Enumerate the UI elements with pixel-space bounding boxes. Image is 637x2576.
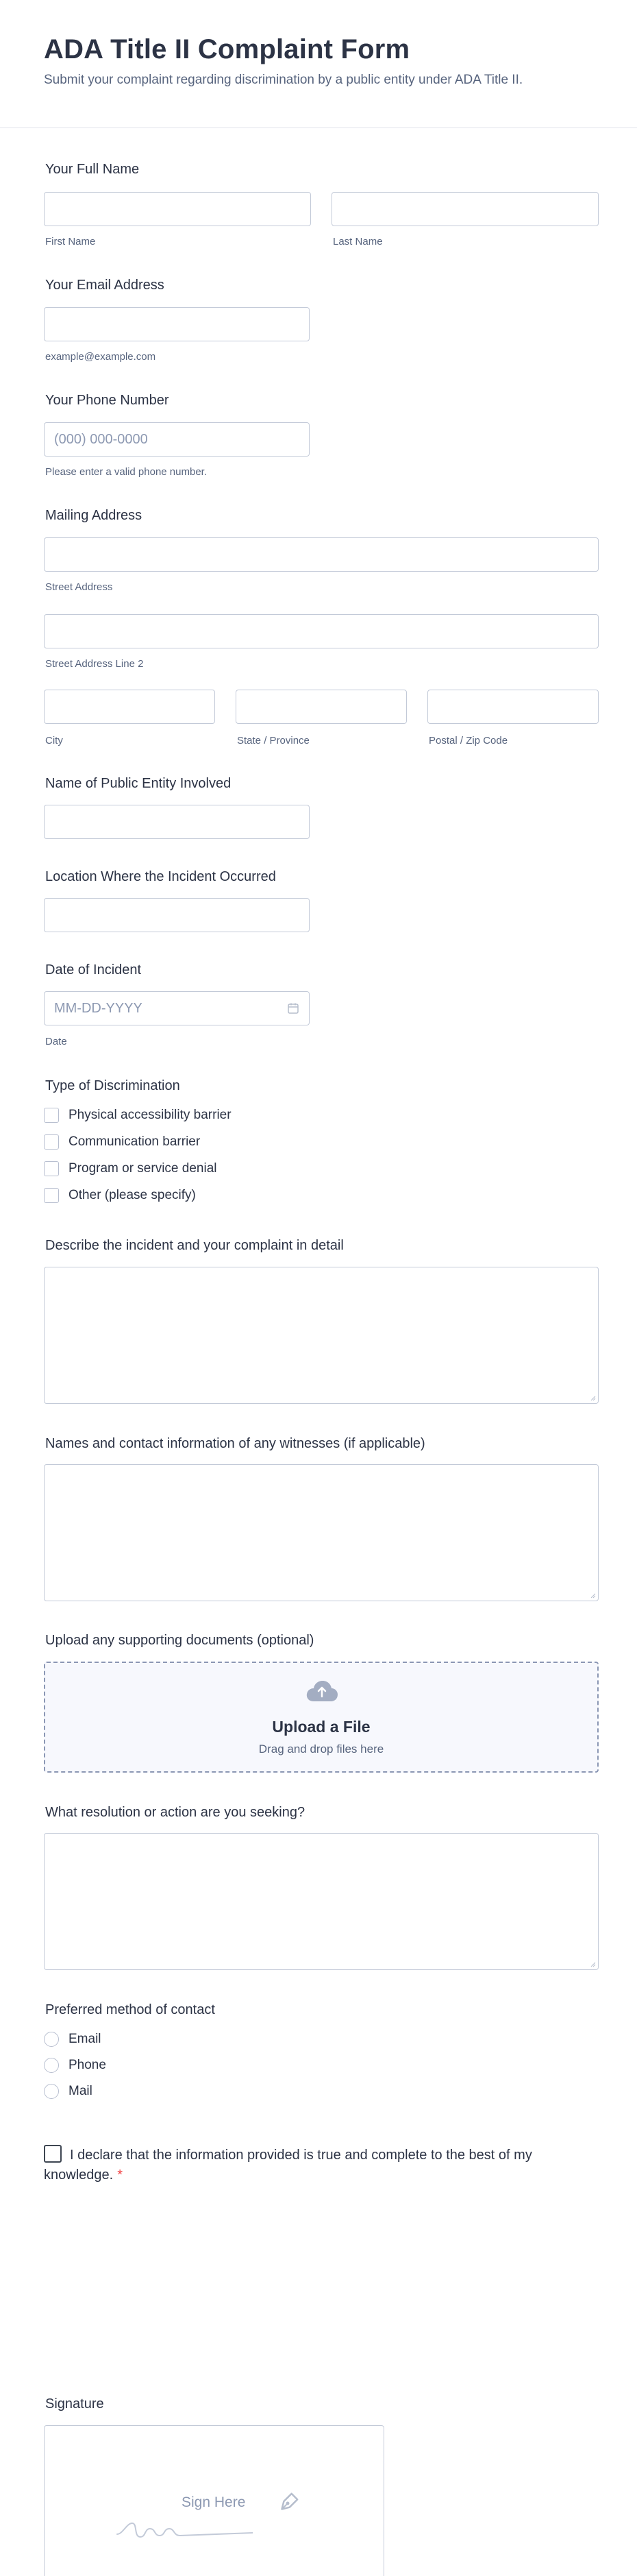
checkbox-label: Communication barrier bbox=[68, 1134, 201, 1149]
incident-date-input[interactable] bbox=[44, 991, 310, 1025]
form-title: ADA Title II Complaint Form bbox=[44, 34, 410, 64]
last-name-sublabel: Last Name bbox=[333, 236, 383, 247]
state-sublabel: State / Province bbox=[237, 735, 310, 746]
date-placeholder: MM-DD-YYYY bbox=[54, 1001, 142, 1016]
full-name-label: Your Full Name bbox=[45, 162, 140, 177]
street-address-sublabel: Street Address bbox=[45, 581, 113, 593]
street-address-line2-input[interactable] bbox=[44, 614, 599, 648]
incident-date-label: Date of Incident bbox=[45, 962, 142, 977]
checkbox[interactable] bbox=[44, 1188, 59, 1203]
radio-button[interactable] bbox=[44, 2032, 59, 2047]
cloud-upload-icon bbox=[305, 1679, 338, 1703]
upload-label: Upload any supporting documents (optional) bbox=[45, 1633, 314, 1648]
calendar-icon[interactable] bbox=[287, 1002, 299, 1014]
radio-button[interactable] bbox=[44, 2058, 59, 2073]
checkbox-label: Physical accessibility barrier bbox=[68, 1108, 232, 1122]
resize-grip-icon[interactable] bbox=[589, 1960, 596, 1967]
radio-label: Email bbox=[68, 2032, 101, 2046]
signature-pad[interactable] bbox=[44, 2425, 384, 2576]
resize-grip-icon[interactable] bbox=[589, 1592, 596, 1599]
checkbox[interactable] bbox=[44, 1161, 59, 1176]
witnesses-label: Names and contact information of any witnesses (if applicable) bbox=[45, 1436, 425, 1451]
radio-label: Phone bbox=[68, 2058, 106, 2072]
declaration-label: I declare that the information provided is true and complete to the best of my knowledge. bbox=[44, 2148, 532, 2183]
state-input[interactable] bbox=[236, 690, 407, 724]
form-subtitle: Submit your complaint regarding discrimination by a public entity under ADA Title II. bbox=[44, 73, 523, 87]
mailing-address-label: Mailing Address bbox=[45, 508, 142, 523]
zip-input[interactable] bbox=[427, 690, 599, 724]
describe-incident-label: Describe the incident and your complaint in detail bbox=[45, 1238, 344, 1253]
last-name-input[interactable] bbox=[332, 192, 599, 226]
first-name-input[interactable] bbox=[44, 192, 311, 226]
checkbox[interactable] bbox=[44, 1134, 59, 1150]
phone-placeholder: (000) 000-0000 bbox=[54, 432, 148, 447]
phone-label: Your Phone Number bbox=[45, 393, 169, 408]
checkbox-label: Program or service denial bbox=[68, 1161, 217, 1176]
city-sublabel: City bbox=[45, 735, 63, 746]
required-asterisk: * bbox=[117, 2167, 123, 2183]
public-entity-label: Name of Public Entity Involved bbox=[45, 776, 232, 791]
phone-sublabel: Please enter a valid phone number. bbox=[45, 466, 207, 478]
checkbox[interactable] bbox=[44, 1108, 59, 1123]
incident-location-input[interactable] bbox=[44, 898, 310, 932]
radio-label: Mail bbox=[68, 2084, 92, 2098]
contact-method-label: Preferred method of contact bbox=[45, 2002, 215, 2017]
street-address-input[interactable] bbox=[44, 537, 599, 572]
date-sublabel: Date bbox=[45, 1036, 67, 1047]
signature-label: Signature bbox=[45, 2396, 104, 2411]
resize-grip-icon[interactable] bbox=[589, 1394, 596, 1401]
pen-nib-icon bbox=[274, 2490, 301, 2517]
declaration-text bbox=[44, 2146, 551, 2185]
upload-title: Upload a File bbox=[272, 1718, 371, 1736]
email-sublabel: example@example.com bbox=[45, 351, 156, 363]
radio-button[interactable] bbox=[44, 2084, 59, 2099]
witnesses-textarea[interactable] bbox=[44, 1464, 599, 1601]
city-input[interactable] bbox=[44, 690, 215, 724]
resolution-label: What resolution or action are you seeking? bbox=[45, 1805, 305, 1820]
checkbox-label: Other (please specify) bbox=[68, 1188, 196, 1202]
signature-placeholder: Sign Here bbox=[182, 2494, 246, 2510]
incident-location-label: Location Where the Incident Occurred bbox=[45, 869, 276, 884]
upload-subtitle: Drag and drop files here bbox=[258, 1742, 384, 1755]
phone-input[interactable] bbox=[44, 422, 310, 457]
email-input[interactable] bbox=[44, 307, 310, 341]
street-address-line2-sublabel: Street Address Line 2 bbox=[45, 658, 144, 670]
zip-sublabel: Postal / Zip Code bbox=[429, 735, 508, 746]
discrimination-type-label: Type of Discrimination bbox=[45, 1078, 180, 1093]
email-label: Your Email Address bbox=[45, 278, 164, 293]
public-entity-input[interactable] bbox=[44, 805, 310, 839]
first-name-sublabel: First Name bbox=[45, 236, 96, 247]
describe-incident-textarea[interactable] bbox=[44, 1267, 599, 1404]
header-divider bbox=[0, 127, 637, 128]
file-upload-dropzone[interactable] bbox=[44, 1662, 599, 1773]
resolution-textarea[interactable] bbox=[44, 1833, 599, 1970]
